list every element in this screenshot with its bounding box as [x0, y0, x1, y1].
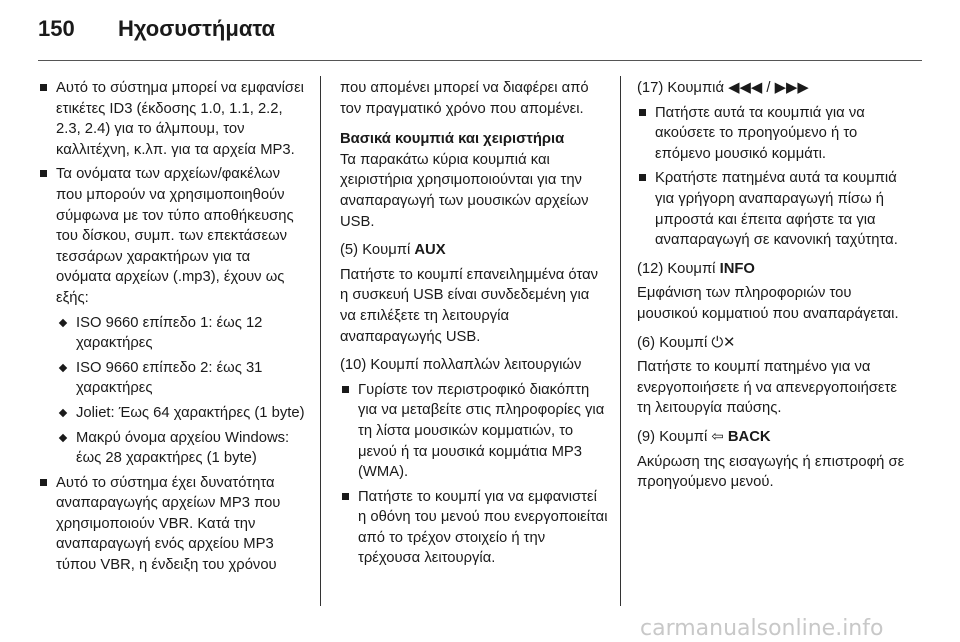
section-text: Τα παρακάτω κύρια κουμπιά και χειριστήρια χρησιμοποιούνται για την αναπαραγωγή των μουσικών αρχείων USB. [340, 151, 589, 230]
back-description: Ακύρωση της εισαγωγής ή επιστροφή σε προηγούμενο μενού. [637, 453, 905, 491]
multifunction-button-label: (10) Κουμπί πολλαπλών λειτουργιών [340, 357, 582, 374]
info-description: Εμφάνιση των πληροφοριών του μουσικού κομματιού που αναπαράγεται. [637, 285, 899, 322]
watermark: carmanualsonline.info [640, 616, 884, 641]
page-number: 150 [38, 16, 75, 41]
mute-button-label: (6) Κουμπί ⏻✕ [637, 334, 736, 351]
aux-description: Πατήστε το κουμπί επανειλημμένα όταν η συσκευή USB είναι συνδεδεμένη για να επιλέξετε τη λειτουργία αναπαραγωγής USB. [340, 266, 599, 345]
square-bullet-icon [639, 174, 646, 181]
column-divider-1 [320, 76, 321, 606]
sub-list-item: ISO 9660 επίπεδο 1: έως 12 χαρακτήρες [38, 313, 306, 354]
list-item: Αυτό το σύστημα μπορεί να εμφανίσει ετικέτες ID3 (έκδοσης 1.0, 1.1, 2.2, 2.3, 2.4) για το άλμπουμ, τον καλλιτέχνη, κ.λπ. για τα αρχεία MP3. [38, 78, 306, 160]
skip-buttons-label: (17) Κουμπιά ◀◀◀ / ▶▶▶ [637, 80, 809, 96]
sub-list-item: Μακρύ όνομα αρχείου Windows: έως 28 χαρακτήρες (1 byte) [38, 428, 306, 469]
header-divider [38, 60, 922, 61]
sub-list-item: Joliet: Έως 64 χαρακτήρες (1 byte) [38, 403, 306, 424]
column-2 [340, 78, 608, 573]
square-bullet-icon [40, 479, 47, 486]
page-header [0, 0, 960, 62]
diamond-bullet-icon [59, 318, 67, 326]
diamond-bullet-icon [59, 433, 67, 441]
list-item: Πατήστε το κουμπί για να εμφανιστεί η οθόνη του μενού που ενεργοποιείται από το τρέχον στοιχείο ή την τρέχουσα λειτουργία. [340, 487, 608, 569]
continued-text: που απομένει μπορεί να διαφέρει από τον πραγματικό χρόνο που απομένει. [340, 80, 589, 117]
list-item: Γυρίστε τον περιστροφικό διακόπτη για να μεταβείτε στις πληροφορίες για τη λίστα μουσικών κομματιών, το μενού ή τα μουσικά κομμάτια MP3 (WMA). [340, 380, 608, 483]
column-divider-2 [620, 76, 621, 606]
diamond-bullet-icon [59, 409, 67, 417]
column-1 [38, 78, 306, 580]
sub-list-item: ISO 9660 επίπεδο 2: έως 31 χαρακτήρες [38, 358, 306, 399]
square-bullet-icon [40, 84, 47, 91]
section-title: Βασικά κουμπιά και χειριστήρια [340, 131, 565, 148]
list-item: Κρατήστε πατημένα αυτά τα κουμπιά για γρήγορη αναπαραγωγή πίσω ή μπροστά και έπειτα αφήστε τα για αναπαραγωγή σε κανονική ταχύτητα. [637, 168, 905, 250]
column-3 [637, 78, 905, 501]
list-item: Τα ονόματα των αρχείων/φακέλων που μπορούν να χρησιμοποιηθούν σύμφωνα με τον τύπο αποθήκευσης του δίσκου, συμπ. των επεκτάσεων τεσσάρων χαρακτήρων για τα ονόματα αρχείων (.mp3), έχουν ως εξής: [38, 164, 306, 308]
mute-description: Πατήστε το κουμπί πατημένο για να ενεργοποιήσετε ή να απενεργοποιήσετε τη λειτουργία παύσης. [637, 359, 897, 417]
list-item: Αυτό το σύστημα έχει δυνατότητα αναπαραγωγής αρχείων MP3 που χρησιμοποιούν VBR. Κατά την αναπαραγωγή ενός αρχείου MP3 τύπου VBR, η ένδειξη του χρόνου [38, 473, 306, 576]
list-item: Πατήστε αυτά τα κουμπιά για να ακούσετε το προηγούμενο ή το επόμενο μουσικό κομμάτι. [637, 103, 905, 165]
page-title: Ηχοσυστήματα [118, 16, 276, 41]
square-bullet-icon [639, 109, 646, 116]
back-button-label: (9) Κουμπί ⇦ BACK [637, 428, 771, 445]
info-button-label: (12) Κουμπί INFO [637, 260, 755, 277]
diamond-bullet-icon [59, 363, 67, 371]
square-bullet-icon [342, 493, 349, 500]
aux-button-label: (5) Κουμπί AUX [340, 242, 446, 259]
square-bullet-icon [342, 386, 349, 393]
square-bullet-icon [40, 170, 47, 177]
